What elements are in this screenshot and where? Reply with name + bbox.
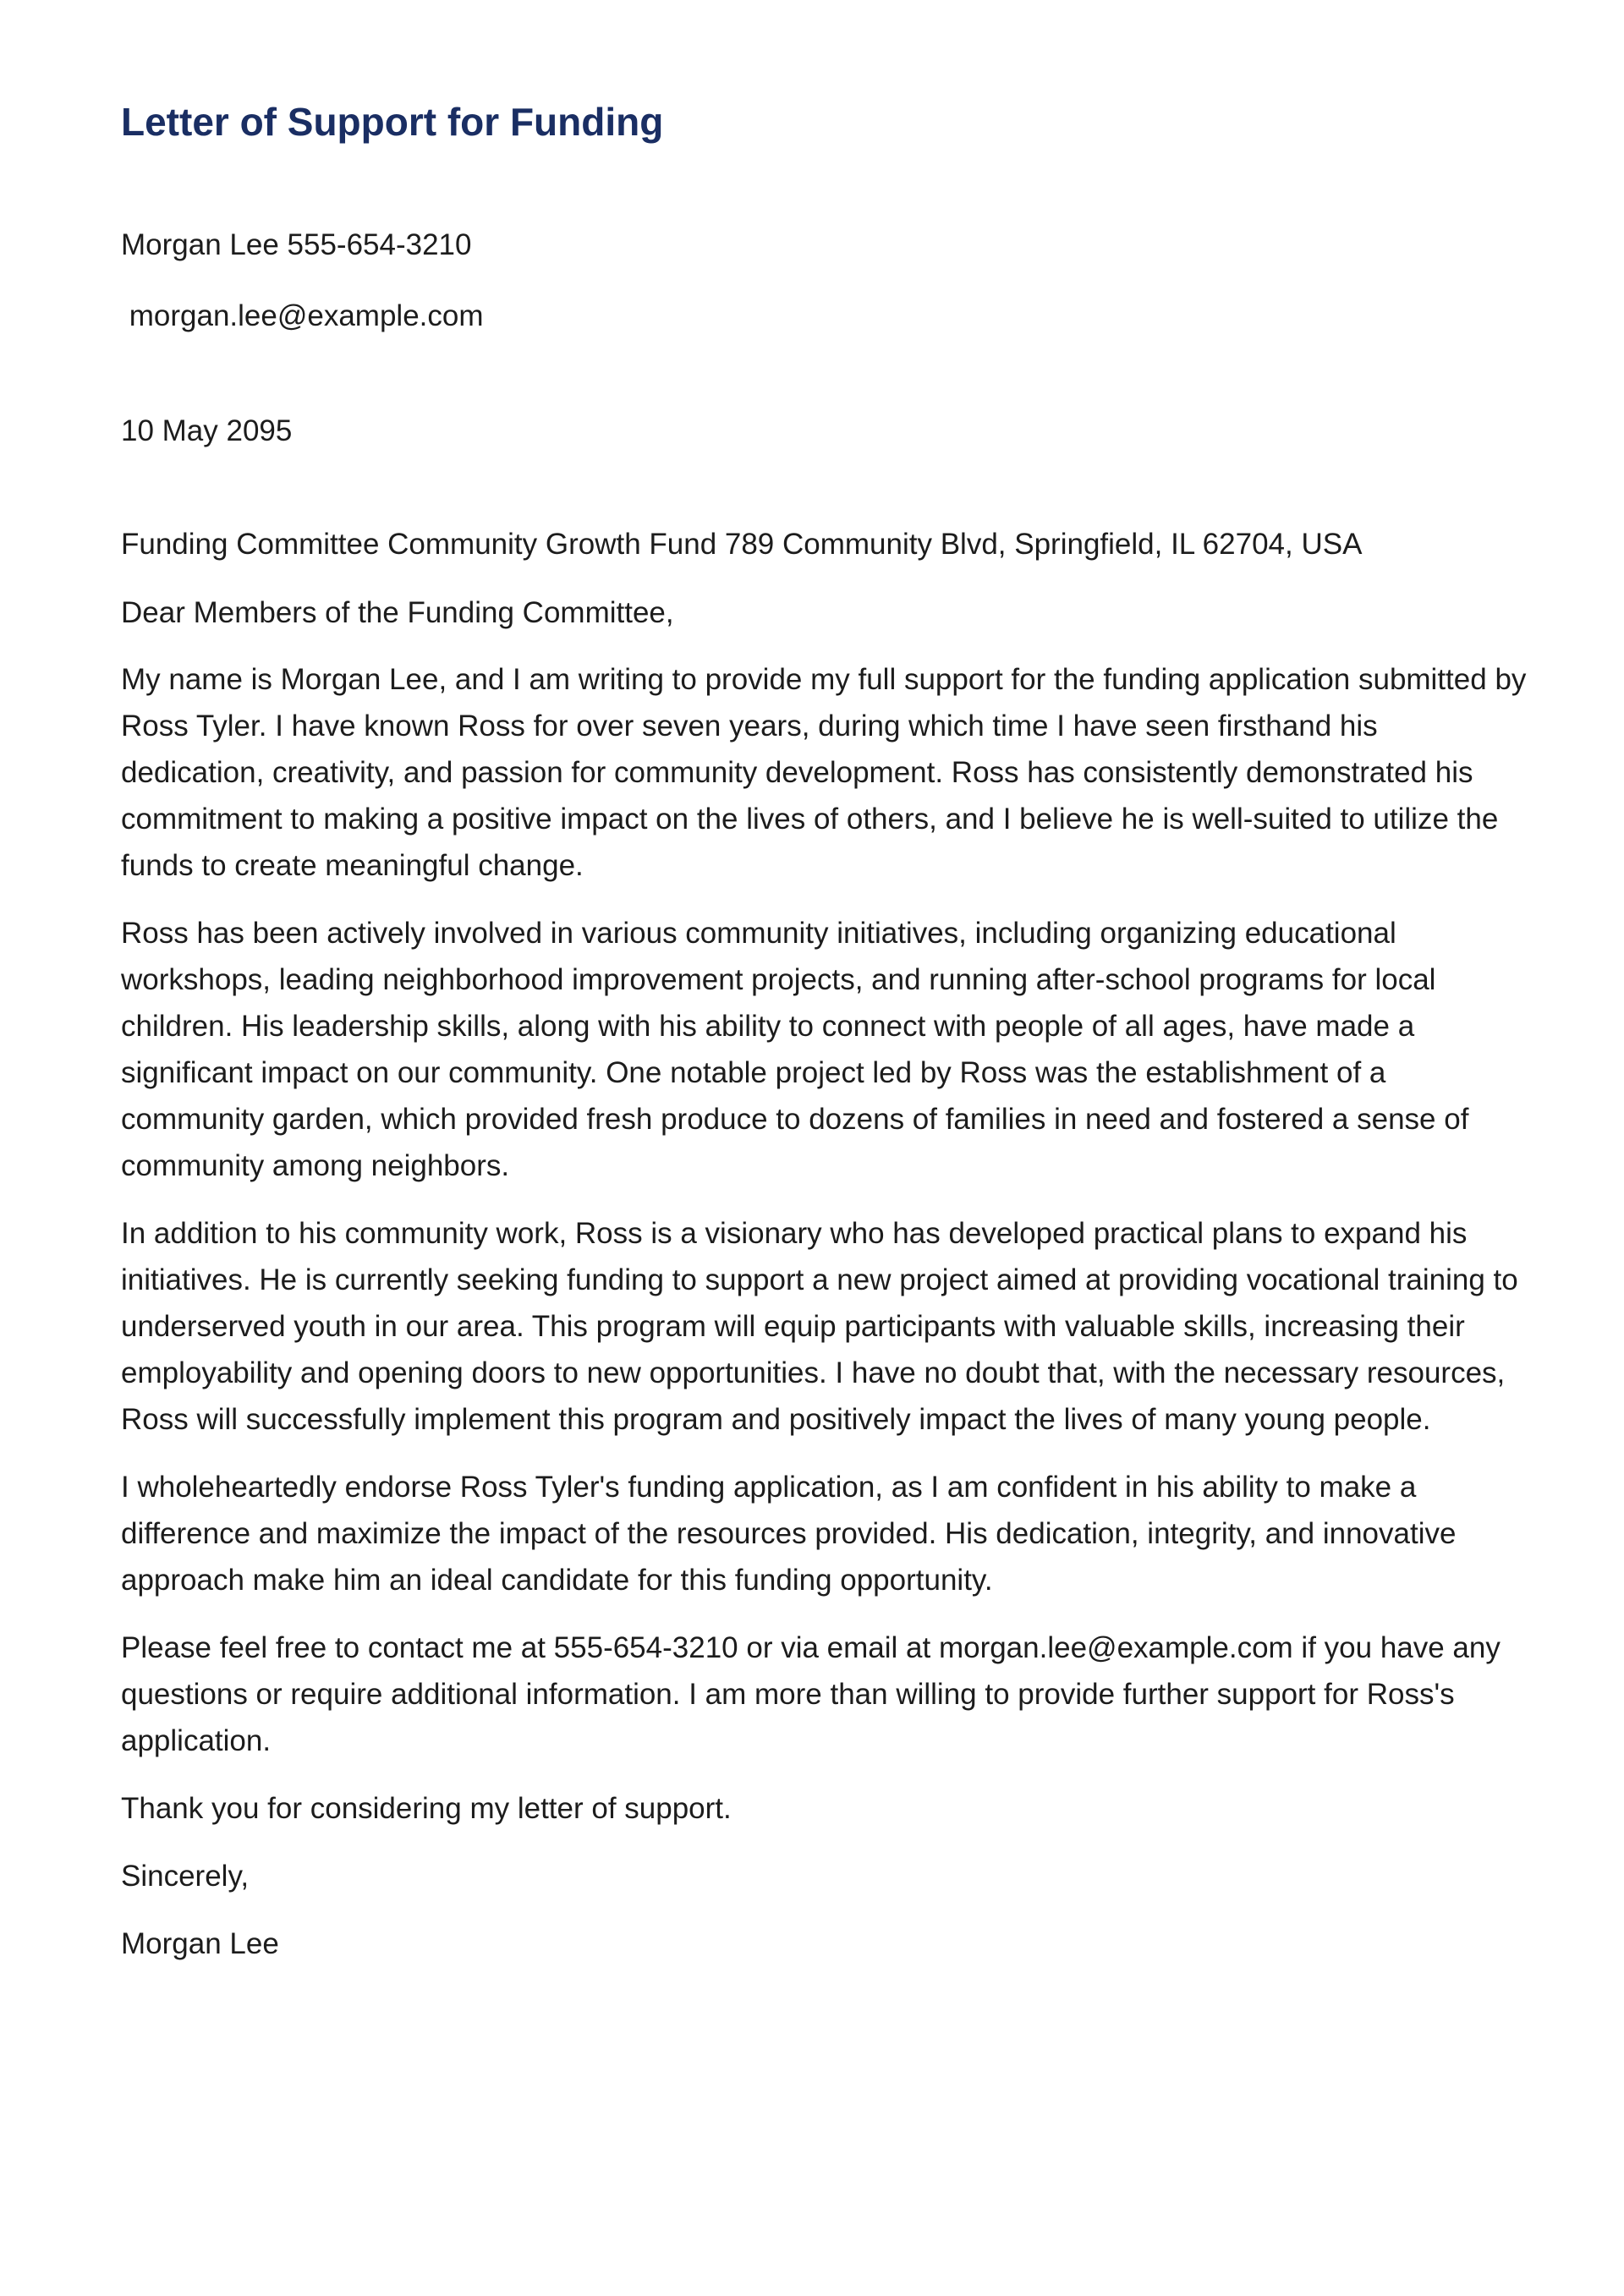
salutation: Dear Members of the Funding Committee, bbox=[121, 596, 674, 629]
signature-name: Morgan Lee bbox=[121, 1927, 279, 1960]
closing-thanks-line: Thank you for considering my letter of support. bbox=[121, 1792, 732, 1825]
valediction: Sincerely, bbox=[121, 1860, 250, 1893]
body-paragraph-4: I wholeheartedly endorse Ross Tyler's funding application, as I am confident in his ability to make a difference and maximize the impact of the resources provided. His dedication, integrity, and innovative approach make him an ideal candidate for this funding opportunity. bbox=[121, 1471, 1465, 1597]
letter-content bbox=[121, 98, 1535, 1967]
recipient-address: Funding Committee Community Growth Fund 789 Community Blvd, Springfield, IL 62704, USA bbox=[121, 528, 1363, 561]
body-paragraph-5: Please feel free to contact me at 555-654-3210 or via email at morgan.lee@example.com if you have any questions or require additional information. I am more than willing to provide further support for Ross's application. bbox=[121, 1631, 1509, 1757]
letter-date: 10 May 2095 bbox=[121, 414, 293, 447]
sender-contact-line: Morgan Lee 555-654-3210 bbox=[121, 228, 472, 261]
page-title: Letter of Support for Funding bbox=[121, 100, 664, 144]
body-paragraph-3: In addition to his community work, Ross is a visionary who has developed practical plans to expand his initiatives. He is currently seeking funding to support a new project aimed at providing vocational training to underserved youth in our area. This program will equip participants with valuable skills, increasing their employability and opening doors to new opportunities. I have no doubt that, with the necessary resources, Ross will successfully implement this program and positively impact the lives of many young people. bbox=[121, 1217, 1527, 1436]
body-paragraph-1: My name is Morgan Lee, and I am writing to provide my full support for the funding application submitted by Ross Tyler. I have known Ross for over seven years, during which time I have seen firsthand his dedication, creativity, and passion for community development. Ross has consistently demonstrated his commitment to making a positive impact on the lives of others, and I believe he is well-suited to utilize the funds to create meaningful change. bbox=[121, 663, 1535, 882]
sender-email-line: morgan.lee@example.com bbox=[121, 299, 484, 332]
body-paragraph-2: Ross has been actively involved in various community initiatives, including organizing educational workshops, leading neighborhood improvement projects, and running after-school programs for local children. His leadership skills, along with his ability to connect with people of all ages, have made a significant impact on our community. One notable project led by Ross was the establishment of a community garden, which provided fresh produce to dozens of families in need and fostered a sense of community among neighbors. bbox=[121, 917, 1478, 1182]
